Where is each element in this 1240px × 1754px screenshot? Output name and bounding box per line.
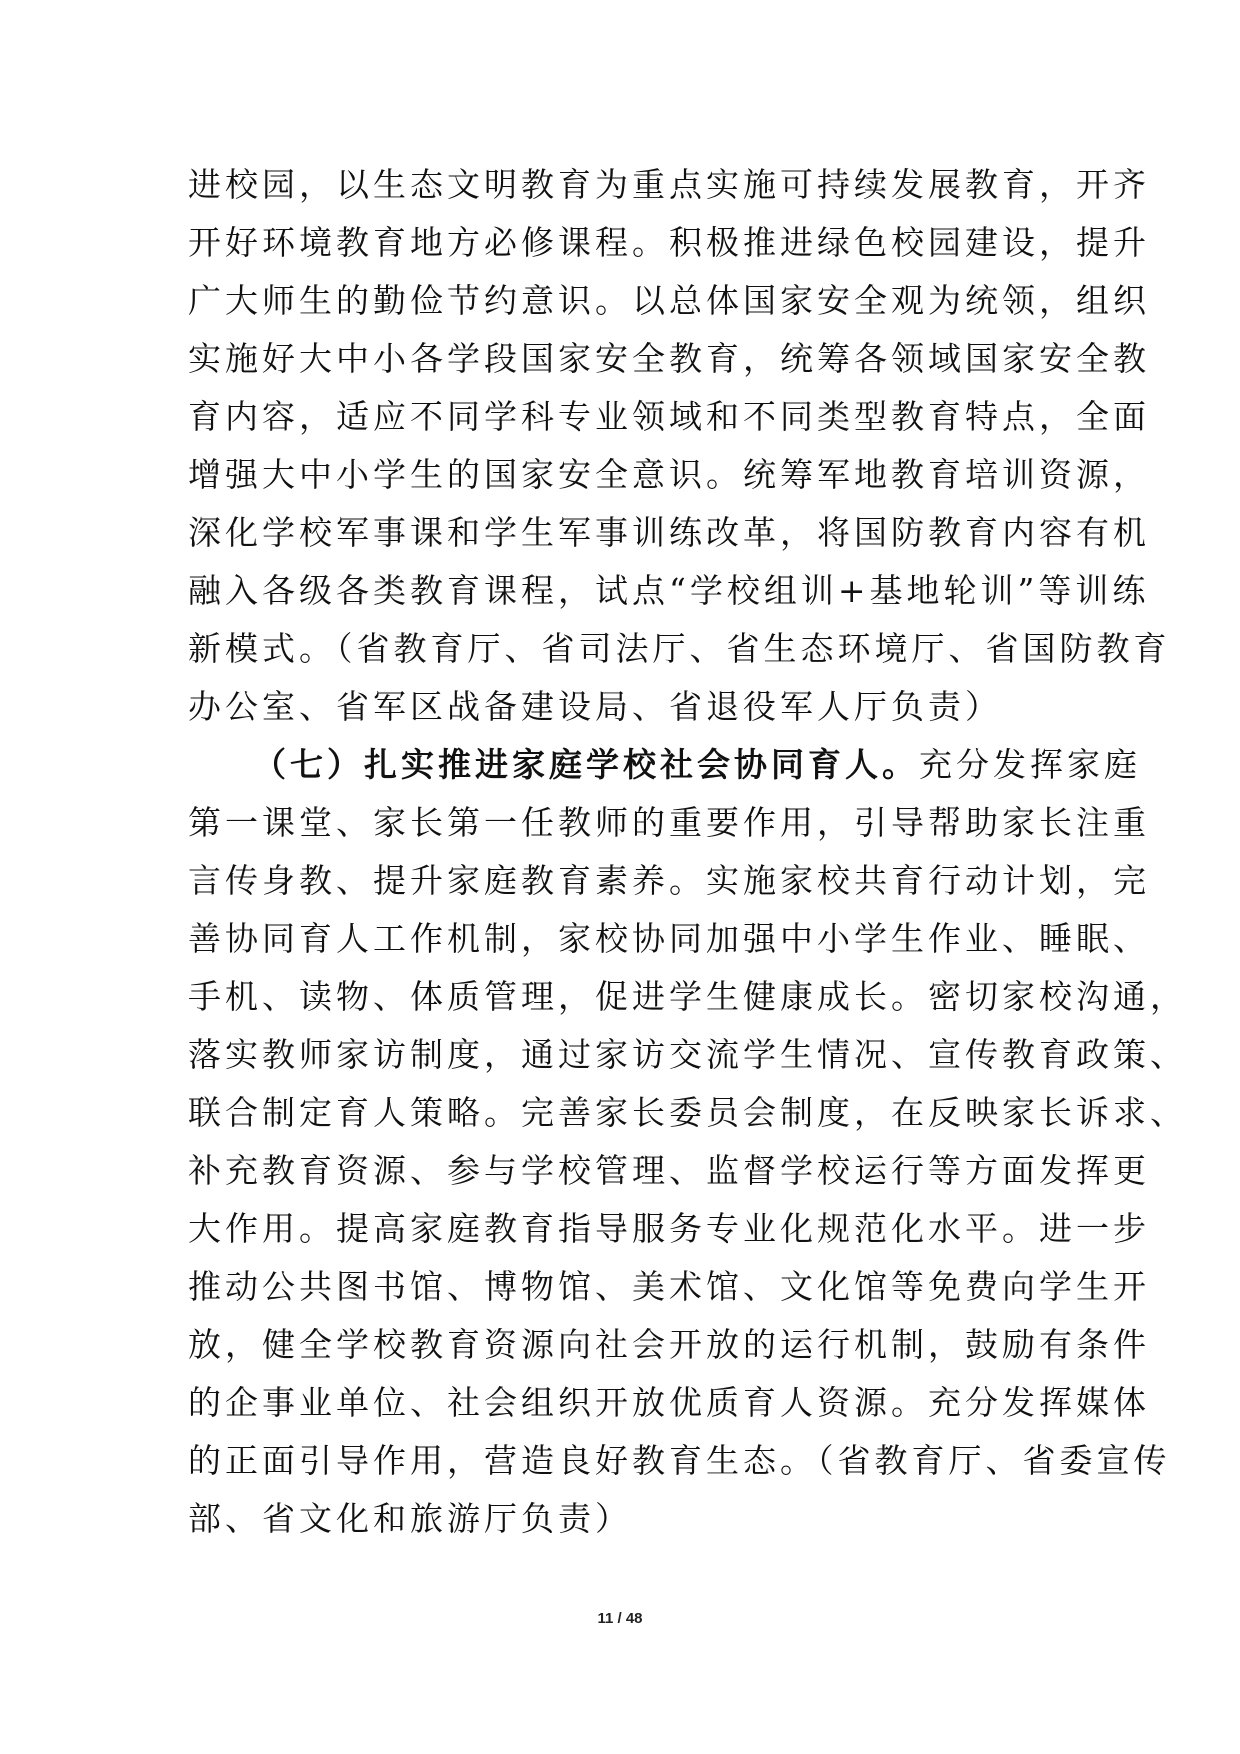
page-number: 11 / 48 — [597, 1610, 643, 1627]
paragraph-line: 增强大中小学生的国家安全意识。统筹军地教育培训资源， — [188, 455, 1150, 494]
paragraph-line: 落实教师家访制度，通过家访交流学生情况、宣传教育政策、 — [188, 1035, 1187, 1074]
paragraph-line: 言传身教、提升家庭教育素养。实施家校共育行动计划，完 — [188, 861, 1150, 900]
paragraph-line: 进校园，以生态文明教育为重点实施可持续发展教育，开齐 — [188, 165, 1150, 204]
paragraph-line: 育内容，适应不同学科专业领域和不同类型教育特点，全面 — [188, 397, 1150, 436]
paragraph-line: 办公室、省军区战备建设局、省退役军人厅负责） — [188, 687, 1002, 726]
paragraph-line: 融入各级各类教育课程，试点“学校组训+基地轮训”等训练 — [188, 571, 1150, 610]
paragraph-line: 放，健全学校教育资源向社会开放的运行机制，鼓励有条件 — [188, 1325, 1150, 1364]
paragraph-line: 实施好大中小各学段国家安全教育，统筹各领域国家安全教 — [188, 339, 1150, 378]
paragraph-line: 广大师生的勤俭节约意识。以总体国家安全观为统领，组织 — [188, 281, 1150, 320]
section-seven-first-line — [253, 735, 1141, 795]
paragraph-line: 的正面引导作用，营造良好教育生态。（省教育厅、省委宣传 — [188, 1441, 1171, 1480]
paragraph-line: 新模式。（省教育厅、省司法厅、省生态环境厅、省国防教育 — [188, 629, 1171, 668]
section-heading: （七）扎实推进家庭学校社会协同育人。 — [253, 745, 919, 784]
paragraph-line: 手机、读物、体质管理，促进学生健康成长。密切家校沟通， — [188, 977, 1187, 1016]
paragraph-line: 补充教育资源、参与学校管理、监督学校运行等方面发挥更 — [188, 1151, 1150, 1190]
paragraph-line: 部、省文化和旅游厅负责） — [188, 1499, 632, 1538]
section-first-line-text: 充分发挥家庭 — [919, 745, 1141, 784]
paragraph-line: 开好环境教育地方必修课程。积极推进绿色校园建设，提升 — [188, 223, 1150, 262]
paragraph-line: 善协同育人工作机制，家校协同加强中小学生作业、睡眠、 — [188, 919, 1150, 958]
paragraph-line: 深化学校军事课和学生军事训练改革，将国防教育内容有机 — [188, 513, 1150, 552]
paragraph-line: 联合制定育人策略。完善家长委员会制度，在反映家长诉求、 — [188, 1093, 1187, 1132]
paragraph-line: 的企事业单位、社会组织开放优质育人资源。充分发挥媒体 — [188, 1383, 1150, 1422]
paragraph-line: 大作用。提高家庭教育指导服务专业化规范化水平。进一步 — [188, 1209, 1150, 1248]
paragraph-line: 推动公共图书馆、博物馆、美术馆、文化馆等免费向学生开 — [188, 1267, 1150, 1306]
paragraph-line: 第一课堂、家长第一任教师的重要作用，引导帮助家长注重 — [188, 803, 1150, 842]
